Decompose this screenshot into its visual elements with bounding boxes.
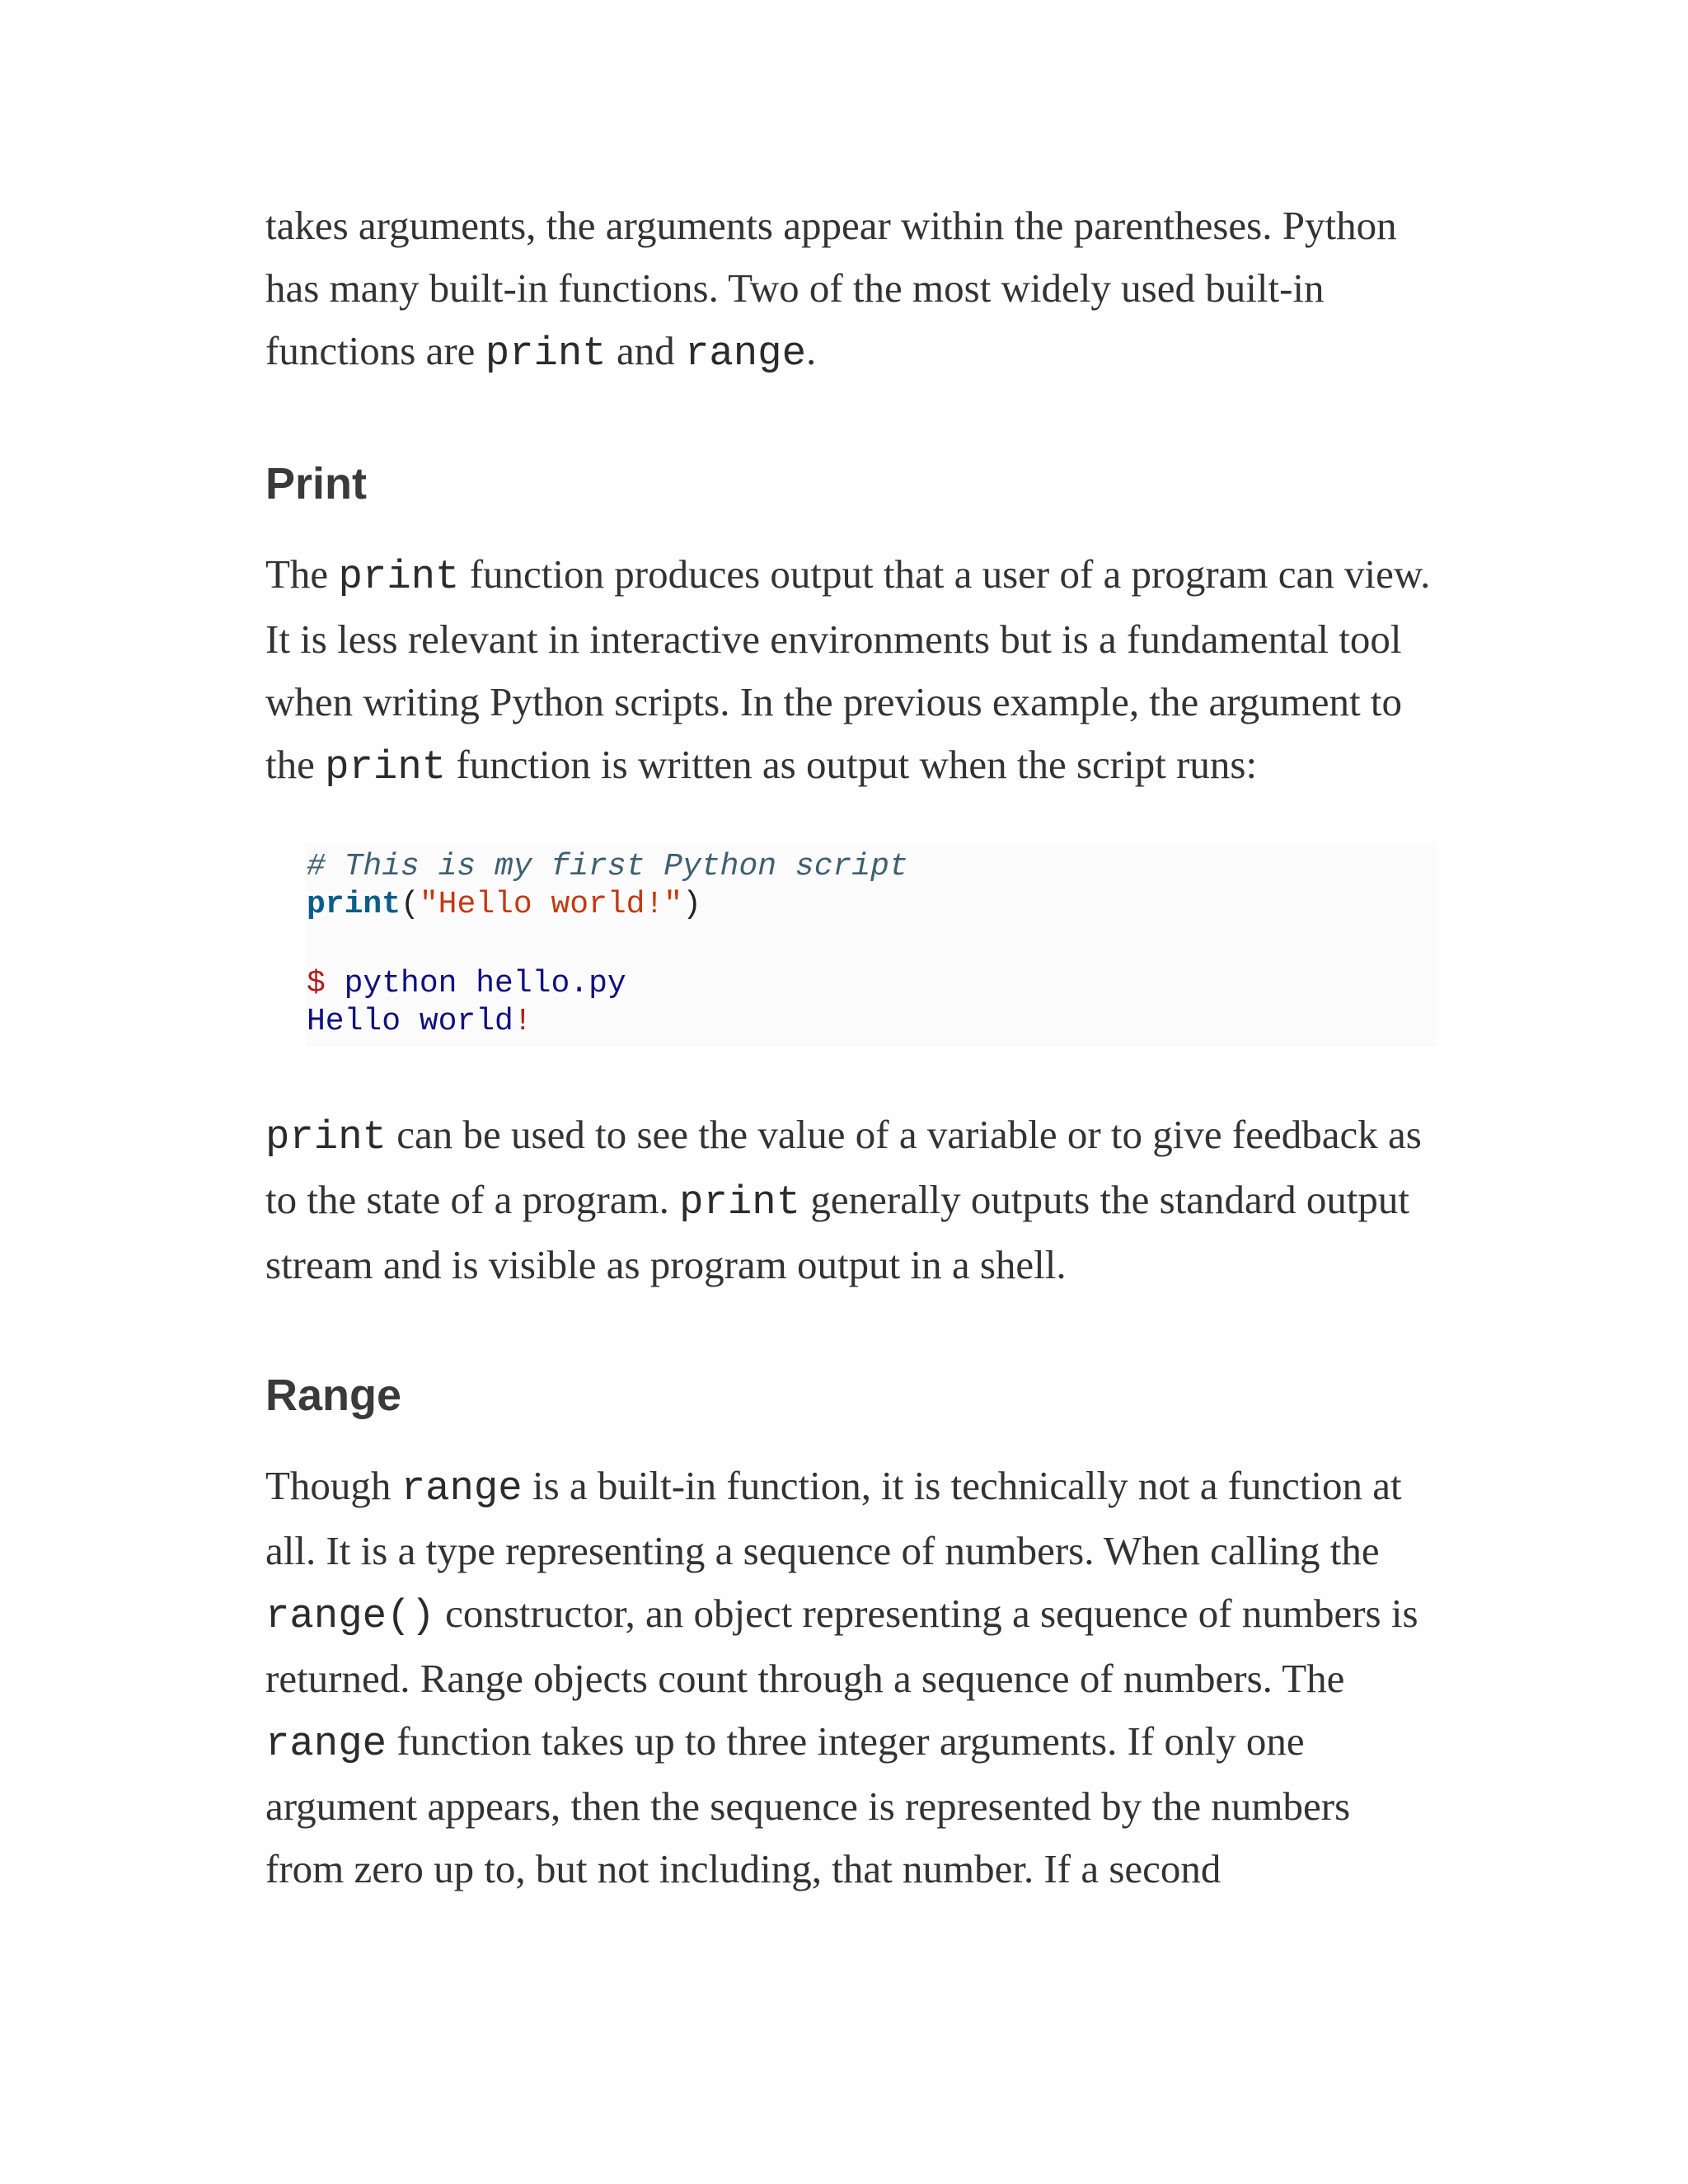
shell-command: python hello.py <box>325 966 626 1001</box>
inline-code-print: print <box>485 330 607 377</box>
text-segment: is a built-in function, it is technically not a function at all. It is a type representing a sequence of numbers. When calling the <box>265 1463 1402 1573</box>
text-segment: function takes up to three integer arguments. If only one argument appears, then the sequence is represented by the numbers from zero up to, but not including, that number. If a second <box>265 1718 1351 1891</box>
code-punct: ( <box>401 887 420 922</box>
print-heading: Print <box>265 459 368 509</box>
intro-paragraph <box>265 194 1436 385</box>
print-description-paragraph <box>265 543 1436 799</box>
text-segment: The <box>265 551 339 597</box>
inline-code-range-call: range() <box>265 1593 435 1639</box>
code-punct: ) <box>682 887 701 922</box>
code-line-comment <box>307 848 1436 886</box>
print-usage-paragraph <box>265 1104 1436 1296</box>
code-block <box>307 843 1436 1046</box>
inline-code-print: print <box>338 554 460 600</box>
inline-code-print: print <box>265 1114 387 1160</box>
document-content <box>265 194 1436 1900</box>
code-line-shell-command <box>307 965 1436 1003</box>
range-heading: Range <box>265 1371 402 1420</box>
text-segment: can be used to see the value of a variable or to give feedback as to the state of a program. <box>265 1112 1422 1222</box>
text-segment: constructor, an object representing a sequence of numbers is returned. Range objects count through a sequence of numbers. The <box>265 1591 1418 1701</box>
inline-code-print: print <box>679 1179 801 1226</box>
text-segment: and <box>606 328 685 373</box>
code-string: "Hello world!" <box>419 887 683 922</box>
text-segment: function produces output that a user of a program can view. It is less relevant in interactive environments but is a fundamental tool when writing Python scripts. In the previous example, the argument to the <box>265 551 1431 787</box>
inline-code-range: range <box>265 1721 387 1767</box>
inline-code-range: range <box>684 330 806 377</box>
code-builtin: print <box>307 887 401 922</box>
text-segment: generally outputs the standard output stream and is visible as program output in a shell. <box>265 1177 1410 1287</box>
shell-prompt: $ <box>307 966 326 1001</box>
inline-code-range: range <box>401 1465 523 1511</box>
inline-code-print: print <box>325 744 447 790</box>
range-description-paragraph <box>265 1455 1436 1900</box>
text-segment: Though <box>265 1463 401 1508</box>
shell-output-bang: ! <box>513 1004 532 1039</box>
code-gap <box>307 924 1436 965</box>
code-line-print-call <box>307 886 1436 924</box>
code-comment: # This is my first Python script <box>307 849 908 884</box>
code-line-output <box>307 1003 1436 1041</box>
text-segment: . <box>806 328 817 373</box>
text-segment: takes arguments, the arguments appear within the parentheses. Python has many built-in functions. Two of the most widely used built-in functions are <box>265 203 1397 373</box>
text-segment: function is written as output when the script runs: <box>446 742 1258 787</box>
shell-output: Hello world <box>307 1004 513 1039</box>
